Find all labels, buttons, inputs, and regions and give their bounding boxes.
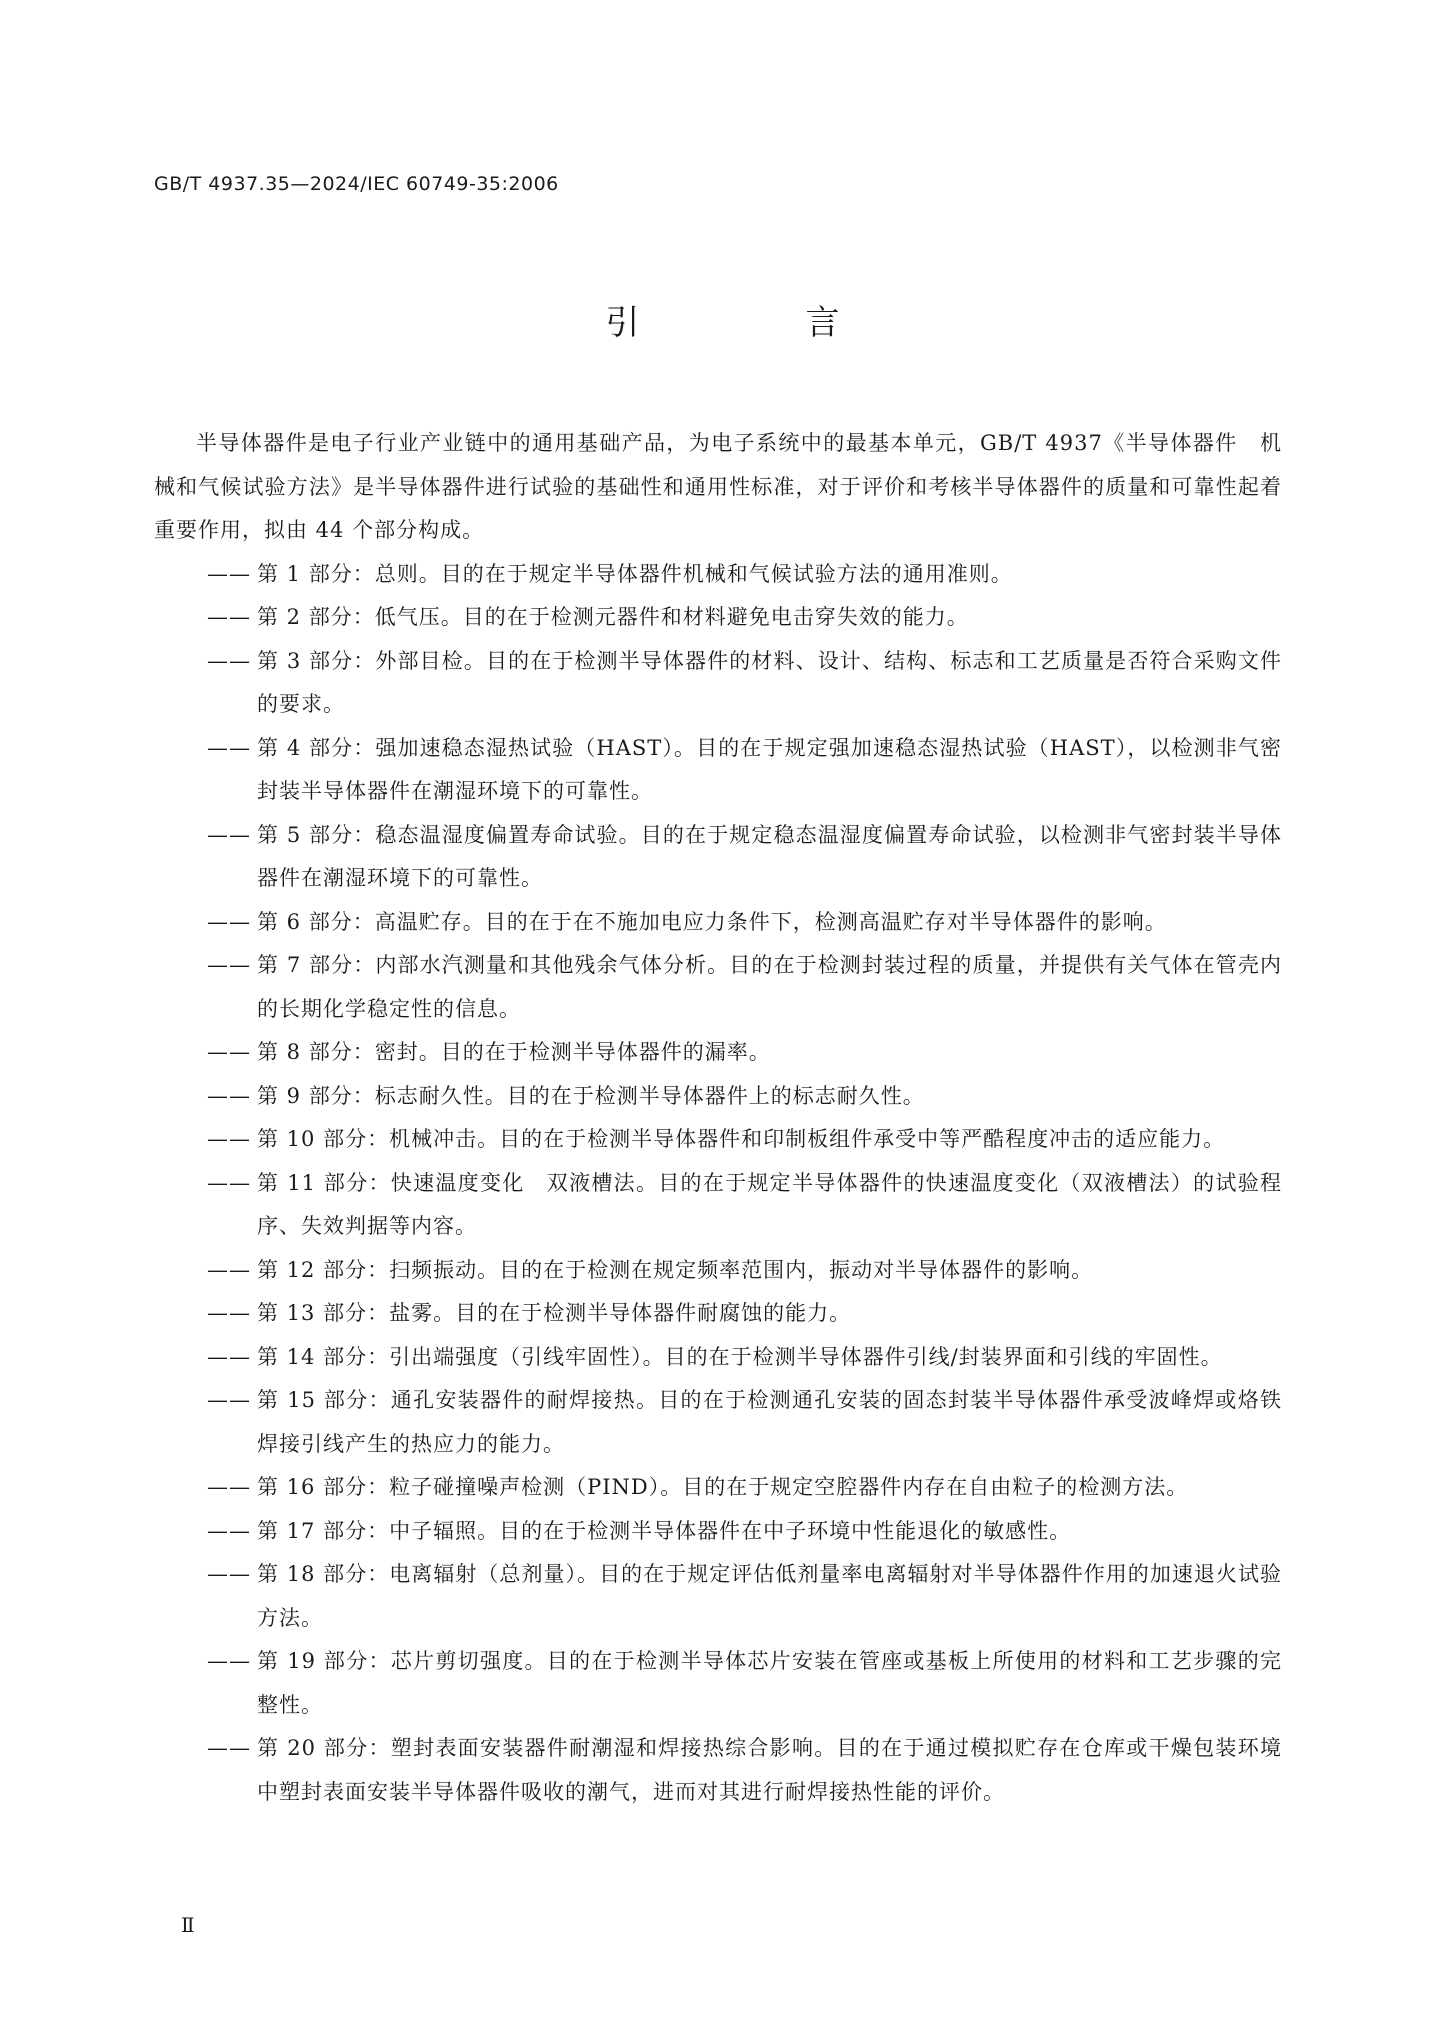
dash-marker: —— xyxy=(207,648,251,673)
dash-marker: —— xyxy=(207,1083,251,1108)
dash-marker: —— xyxy=(207,1257,251,1282)
list-item xyxy=(154,727,1282,814)
dash-marker: —— xyxy=(207,953,251,977)
list-item xyxy=(154,1379,1282,1466)
list-item-text: 第 4 部分：强加速稳态湿热试验（HAST）。目的在于规定强加速稳态湿热试验（HAST），以检测非气密封装半导体器件在潮湿环境下的可靠性。 xyxy=(257,735,1282,803)
list-item-text: 第 11 部分：快速温度变化 双液槽法。目的在于规定半导体器件的快速温度变化（双液槽法）的试验程序、失效判据等内容。 xyxy=(257,1170,1282,1238)
list-item xyxy=(154,1553,1282,1640)
list-item-text: 第 2 部分：低气压。目的在于检测元器件和材料避免电击穿失效的能力。 xyxy=(257,605,969,629)
list-item xyxy=(154,1510,1282,1554)
list-item-text: 第 15 部分：通孔安装器件的耐焊接热。目的在于检测通孔安装的固态封装半导体器件承受波峰焊或烙铁焊接引线产生的热应力的能力。 xyxy=(257,1388,1282,1456)
list-item-text: 第 10 部分：机械冲击。目的在于检测半导体器件和印制板组件承受中等严酷程度冲击的适应能力。 xyxy=(257,1127,1226,1151)
dash-marker: —— xyxy=(207,1170,251,1195)
list-item-text: 第 9 部分：标志耐久性。目的在于检测半导体器件上的标志耐久性。 xyxy=(257,1083,925,1108)
dash-marker: —— xyxy=(207,1649,251,1673)
dash-marker: —— xyxy=(207,735,251,760)
list-item-text: 第 20 部分：塑封表面安装器件耐潮湿和焊接热综合影响。目的在于通过模拟贮存在仓库或干燥包装环境中塑封表面安装半导体器件吸收的潮气，进而对其进行耐焊接热性能的评价。 xyxy=(257,1736,1282,1804)
list-item xyxy=(154,1249,1282,1293)
dash-marker: —— xyxy=(207,1344,251,1369)
list-item-text: 第 7 部分：内部水汽测量和其他残余气体分析。目的在于检测封装过程的质量，并提供有关气体在管壳内的长期化学稳定性的信息。 xyxy=(257,953,1282,1021)
list-item xyxy=(154,944,1282,1031)
list-item xyxy=(154,901,1282,945)
list-item xyxy=(154,1118,1282,1162)
standard-number-header: GB/T 4937.35—2024/IEC 60749-35:2006 xyxy=(154,173,559,195)
dash-marker: —— xyxy=(207,1301,251,1325)
list-item xyxy=(154,814,1282,901)
list-item-text: 第 16 部分：粒子碰撞噪声检测（PIND）。目的在于规定空腔器件内存在自由粒子的检测方法。 xyxy=(257,1475,1189,1499)
list-item xyxy=(154,1031,1282,1075)
dash-marker: —— xyxy=(207,909,251,934)
list-item-text: 第 5 部分：稳态温湿度偏置寿命试验。目的在于规定稳态温湿度偏置寿命试验，以检测非气密封装半导体器件在潮湿环境下的可靠性。 xyxy=(257,822,1282,890)
list-item xyxy=(154,596,1282,640)
list-item xyxy=(154,1640,1282,1727)
dash-marker: —— xyxy=(207,1127,251,1151)
list-item-text: 第 19 部分：芯片剪切强度。目的在于检测半导体芯片安装在管座或基板上所使用的材料和工艺步骤的完整性。 xyxy=(257,1649,1282,1717)
dash-marker: —— xyxy=(207,822,251,847)
dash-marker: —— xyxy=(207,561,251,586)
list-item-text: 第 12 部分：扫频振动。目的在于检测在规定频率范围内，振动对半导体器件的影响。 xyxy=(257,1257,1094,1282)
parts-list xyxy=(154,553,1282,1815)
list-item xyxy=(154,1336,1282,1380)
page-number: Ⅱ xyxy=(181,1913,195,1937)
list-item-text: 第 13 部分：盐雾。目的在于检测半导体器件耐腐蚀的能力。 xyxy=(257,1301,852,1325)
list-item xyxy=(154,1292,1282,1336)
list-item xyxy=(154,1466,1282,1510)
dash-marker: —— xyxy=(207,1736,251,1760)
list-item-text: 第 8 部分：密封。目的在于检测半导体器件的漏率。 xyxy=(257,1040,771,1064)
dash-marker: —— xyxy=(207,1518,251,1543)
dash-marker: —— xyxy=(207,605,251,629)
list-item xyxy=(154,640,1282,727)
list-item-text: 第 17 部分：中子辐照。目的在于检测半导体器件在中子环境中性能退化的敏感性。 xyxy=(257,1518,1072,1543)
dash-marker: —— xyxy=(207,1040,251,1064)
list-item-text: 第 18 部分：电离辐射（总剂量）。目的在于规定评估低剂量率电离辐射对半导体器件作用的加速退火试验方法。 xyxy=(257,1562,1282,1630)
list-item-text: 第 6 部分：高温贮存。目的在于在不施加电应力条件下，检测高温贮存对半导体器件的影响。 xyxy=(257,909,1167,934)
dash-marker: —— xyxy=(207,1475,251,1499)
intro-paragraph: 半导体器件是电子行业产业链中的通用基础产品，为电子系统中的最基本单元，GB/T 4937《半导体器件 机械和气候试验方法》是半导体器件进行试验的基础性和通用性标准，对于评价和考核半导体器件的质量和可靠性起着重要作用，拟由 44 个部分构成。 xyxy=(154,431,1282,542)
list-item-text: 第 14 部分：引出端强度（引线牢固性）。目的在于检测半导体器件引线/封装界面和引线的牢固性。 xyxy=(257,1344,1223,1369)
list-item xyxy=(154,1162,1282,1249)
dash-marker: —— xyxy=(207,1562,251,1586)
dash-marker: —— xyxy=(207,1388,251,1412)
list-item xyxy=(154,553,1282,597)
list-item xyxy=(154,1727,1282,1814)
main-content xyxy=(154,422,1282,1814)
list-item-text: 第 1 部分：总则。目的在于规定半导体器件机械和气候试验方法的通用准则。 xyxy=(257,561,1013,586)
list-item xyxy=(154,1075,1282,1119)
list-item-text: 第 3 部分：外部目检。目的在于检测半导体器件的材料、设计、结构、标志和工艺质量是否符合采购文件的要求。 xyxy=(257,648,1282,716)
page-title: 引 言 xyxy=(605,303,906,343)
